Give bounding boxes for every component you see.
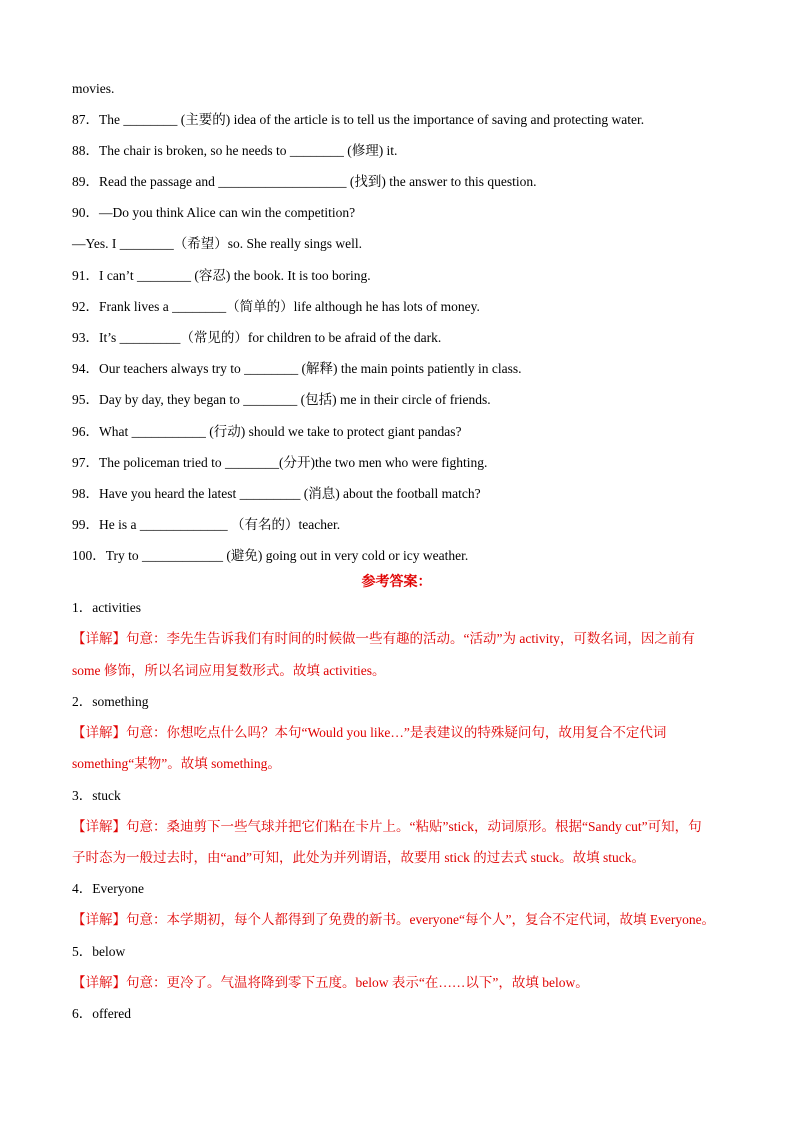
question-94: 94．Our teachers always try to ________ (解释) the main points patiently in class. [72, 361, 522, 376]
answer-3: 3．stuck [72, 788, 121, 803]
answer-3-explanation-cont: 子时态为一般过去时，由“and”可知，此处为并列谓语，故要用 stick 的过去式 stuck。故填 stuck。 [72, 850, 645, 865]
question-87: 87．The ________ (主要的) idea of the article is to tell us the importance of saving and protecting water. [72, 112, 645, 127]
question-89: 89．Read the passage and ___________________ (找到) the answer to this question. [72, 174, 537, 189]
question-88: 88．The chair is broken, so he needs to ________ (修理) it. [72, 143, 398, 158]
question-99: 99．He is a _____________ （有名的）teacher. [72, 517, 341, 532]
answer-4: 4．Everyone [72, 881, 144, 896]
question-93: 93．It’s _________（常见的）for children to be afraid of the dark. [72, 330, 442, 345]
answer-5-explanation: 【详解】句意：更冷了。气温将降到零下五度。below 表示“在……以下”，故填 below。 [72, 975, 589, 990]
question-90-answer: —Yes. I ________（希望）so. She really sings well. [72, 236, 362, 251]
question-92: 92．Frank lives a ________（简单的）life although he has lots of money. [72, 299, 480, 314]
question-97: 97．The policeman tried to ________(分开)the two men who were fighting. [72, 455, 488, 470]
answer-4-explanation: 【详解】句意：本学期初，每个人都得到了免费的新书。everyone“每个人”，复合不定代词，故填 Everyone。 [72, 912, 716, 927]
question-95: 95．Day by day, they began to ________ (包括) me in their circle of friends. [72, 392, 491, 407]
answer-3-explanation: 【详解】句意：桑迪剪下一些气球并把它们粘在卡片上。“粘贴”stick，动词原形。根据“Sandy cut”可知，句 [72, 819, 702, 834]
question-91: 91．I can’t ________ (容忍) the book. It is too boring. [72, 268, 371, 283]
answer-1-explanation: 【详解】句意：李先生告诉我们有时间的时候做一些有趣的活动。“活动”为 activity，可数名词，因之前有 [72, 631, 695, 646]
question-90: 90．—Do you think Alice can win the competition? [72, 205, 356, 220]
answer-6: 6．offered [72, 1006, 131, 1021]
question-line: movies. [72, 81, 115, 96]
question-98: 98．Have you heard the latest _________ (消息) about the football match? [72, 486, 481, 501]
question-96: 96．What ___________ (行动) should we take to protect giant pandas? [72, 424, 462, 439]
question-100: 100．Try to ____________ (避免) going out in very cold or icy weather. [72, 548, 469, 563]
answer-1-explanation-cont: some 修饰，所以名词应用复数形式。故填 activities。 [72, 663, 386, 678]
answer-1: 1．activities [72, 600, 141, 615]
answer-5: 5．below [72, 944, 126, 959]
answers-heading: 参考答案： [361, 575, 432, 590]
answer-2: 2．something [72, 694, 149, 709]
answer-2-explanation-cont: something“某物”。故填 something。 [72, 756, 281, 771]
answer-2-explanation: 【详解】句意：你想吃点什么吗？本句“Would you like…”是表建议的特殊疑问句，故用复合不定代词 [72, 725, 667, 740]
